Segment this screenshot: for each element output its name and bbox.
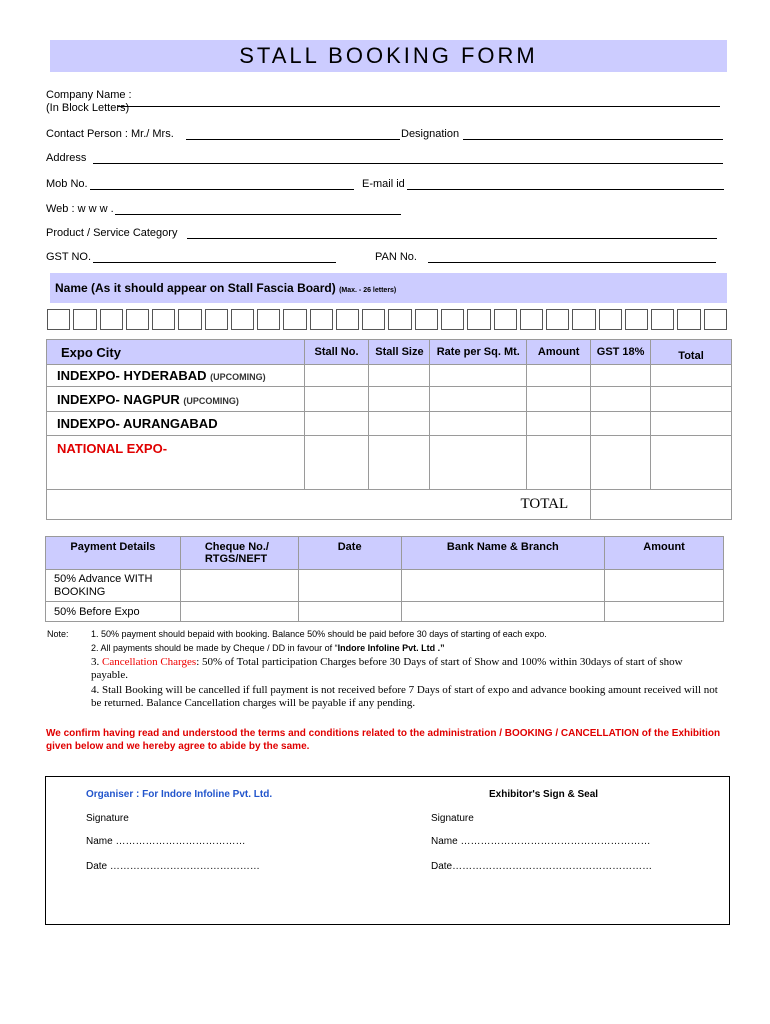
- letter-box[interactable]: [47, 309, 70, 330]
- rate-cell[interactable]: [430, 436, 527, 490]
- confirmation-text: We confirm having read and understood the terms and conditions related to the administration / BOOKING / CANCELLATION of the Exhibition given below and we hereby agree to abide by the same.: [46, 728, 721, 752]
- payment-details-header: Payment Details: [46, 537, 181, 570]
- address-field[interactable]: [93, 163, 723, 164]
- organiser-signature-label: Signature: [86, 813, 129, 824]
- letter-box[interactable]: [625, 309, 648, 330]
- rate-cell[interactable]: [430, 412, 527, 436]
- expo-city-cell: INDEXPO- NAGPUR (UPCOMING): [47, 387, 305, 412]
- fascia-max-note: (Max. - 26 letters): [339, 287, 397, 294]
- cheque-header: Cheque No./ RTGS/NEFT: [180, 537, 298, 570]
- total-cell[interactable]: [651, 436, 732, 490]
- expo-city-cell: NATIONAL EXPO-: [47, 436, 305, 490]
- amount-cell[interactable]: [527, 365, 591, 387]
- stall-size-header: Stall Size: [369, 340, 430, 365]
- organiser-date-field[interactable]: Date ………………………………………: [86, 861, 260, 872]
- table-row: [46, 570, 724, 602]
- letter-box[interactable]: [257, 309, 280, 330]
- gst-cell[interactable]: [591, 387, 651, 412]
- exhibitor-signature-label: Signature: [431, 813, 474, 824]
- gst-field[interactable]: [93, 262, 336, 263]
- product-category-field[interactable]: [187, 238, 717, 239]
- letter-box[interactable]: [178, 309, 201, 330]
- grand-total-cell[interactable]: [591, 490, 732, 520]
- company-name-label: Company Name :: [46, 89, 132, 101]
- rate-header: Rate per Sq. Mt.: [430, 340, 527, 365]
- table-row: [47, 387, 732, 412]
- stall-size-cell[interactable]: [369, 436, 430, 490]
- amount-cell[interactable]: [527, 412, 591, 436]
- fascia-name-label: Name (As it should appear on Stall Fascia Board) (Max. - 26 letters): [55, 281, 397, 295]
- amount-cell[interactable]: [605, 602, 724, 622]
- stall-no-cell[interactable]: [304, 412, 369, 436]
- stall-size-cell[interactable]: [369, 412, 430, 436]
- designation-label: Designation: [401, 128, 460, 140]
- email-field[interactable]: [407, 189, 724, 190]
- letter-box[interactable]: [704, 309, 727, 330]
- bank-header: Bank Name & Branch: [401, 537, 605, 570]
- gst-label: GST NO.: [46, 251, 92, 263]
- pan-field[interactable]: [428, 262, 716, 263]
- rate-cell[interactable]: [430, 387, 527, 412]
- total-cell[interactable]: [651, 387, 732, 412]
- note-label: Note:: [47, 629, 69, 639]
- total-row: [47, 490, 732, 520]
- total-label-cell: TOTAL: [47, 490, 591, 520]
- web-field[interactable]: [115, 214, 401, 215]
- stall-no-header: Stall No.: [304, 340, 369, 365]
- date-cell[interactable]: [298, 602, 401, 622]
- note-2: 2. All payments should be made by Cheque / DD in favour of “Indore Infoline Pvt. Ltd .”: [91, 643, 445, 653]
- organiser-name-field[interactable]: Name …………………………………: [86, 836, 246, 847]
- stall-no-cell[interactable]: [304, 387, 369, 412]
- letter-box[interactable]: [73, 309, 96, 330]
- designation-field[interactable]: [463, 139, 723, 140]
- note-4: 4. Stall Booking will be cancelled if full payment is not received before 7 Days of start of expo and advance booking amount received will not be returned. Balance Cancellation charges will be payable if any pending.: [91, 684, 718, 709]
- amount-cell[interactable]: [527, 436, 591, 490]
- letter-box[interactable]: [231, 309, 254, 330]
- form-title: STALL BOOKING FORM: [50, 40, 727, 72]
- letter-box[interactable]: [494, 309, 517, 330]
- total-cell[interactable]: [651, 412, 732, 436]
- exhibitor-date-field[interactable]: Date……………………………………………………: [431, 861, 653, 872]
- stall-size-cell[interactable]: [369, 387, 430, 412]
- expo-table: [46, 339, 732, 520]
- date-cell[interactable]: [298, 570, 401, 602]
- table-row: [47, 412, 732, 436]
- bank-cell[interactable]: [401, 602, 605, 622]
- note-1: 1. 50% payment should bepaid with booking. Balance 50% should be paid before 30 days of starting of each expo.: [91, 629, 547, 639]
- gst-cell[interactable]: [591, 436, 651, 490]
- table-row: [47, 436, 732, 490]
- letter-box[interactable]: [520, 309, 543, 330]
- amount-cell[interactable]: [605, 570, 724, 602]
- cheque-cell[interactable]: [180, 602, 298, 622]
- letter-box[interactable]: [100, 309, 123, 330]
- expo-city-header: Expo City: [47, 340, 305, 365]
- letter-box[interactable]: [126, 309, 149, 330]
- amount-header: Amount: [527, 340, 591, 365]
- email-label: E-mail id: [362, 178, 405, 190]
- expo-city-cell: INDEXPO- HYDERABAD (UPCOMING): [47, 365, 305, 387]
- stall-no-cell[interactable]: [304, 365, 369, 387]
- contact-person-field[interactable]: [186, 139, 400, 140]
- payment-type-cell: 50% Before Expo: [46, 602, 181, 622]
- expo-city-cell: INDEXPO- AURANGABAD: [47, 412, 305, 436]
- product-category-label: Product / Service Category: [46, 227, 178, 239]
- letter-box[interactable]: [467, 309, 490, 330]
- letter-box[interactable]: [152, 309, 175, 330]
- company-name-sub-label: (In Block Letters): [46, 102, 130, 114]
- letter-box[interactable]: [546, 309, 569, 330]
- letter-box[interactable]: [205, 309, 228, 330]
- amount-cell[interactable]: [527, 387, 591, 412]
- payment-type-cell: 50% Advance WITH BOOKING: [46, 570, 181, 602]
- stall-no-cell[interactable]: [304, 436, 369, 490]
- letter-box[interactable]: [415, 309, 438, 330]
- total-cell[interactable]: [651, 365, 732, 387]
- letter-box[interactable]: [388, 309, 411, 330]
- gst-header: GST 18%: [591, 340, 651, 365]
- letter-box[interactable]: [283, 309, 306, 330]
- rate-cell[interactable]: [430, 365, 527, 387]
- bank-cell[interactable]: [401, 570, 605, 602]
- pan-label: PAN No.: [375, 251, 417, 263]
- date-header: Date: [298, 537, 401, 570]
- fascia-letter-boxes: [47, 309, 727, 330]
- contact-person-label: Contact Person : Mr./ Mrs.: [46, 128, 174, 140]
- letter-box[interactable]: [441, 309, 464, 330]
- stall-size-cell[interactable]: [369, 365, 430, 387]
- table-row: [46, 602, 724, 622]
- exhibitor-name-field[interactable]: Name …………………………………………………: [431, 836, 651, 847]
- exhibitor-label: Exhibitor's Sign & Seal: [489, 789, 599, 800]
- gst-cell[interactable]: [591, 365, 651, 387]
- organiser-label: Organiser : For Indore Infoline Pvt. Ltd.: [86, 789, 273, 800]
- address-label: Address: [46, 152, 87, 164]
- fascia-name-bar: [50, 273, 727, 303]
- signature-box: [45, 776, 730, 925]
- payment-table: [45, 536, 724, 622]
- letter-box[interactable]: [651, 309, 674, 330]
- company-name-field[interactable]: [118, 106, 720, 107]
- gst-cell[interactable]: [591, 412, 651, 436]
- mob-field[interactable]: [90, 189, 354, 190]
- note-3: 3. Cancellation Charges: 50% of Total participation Charges before 30 Days of start of Show and 100% within 30days of start of show payable.: [91, 656, 683, 681]
- cheque-cell[interactable]: [180, 570, 298, 602]
- letter-box[interactable]: [362, 309, 385, 330]
- total-header: Total: [651, 340, 732, 365]
- table-row: [47, 365, 732, 387]
- letter-box[interactable]: [677, 309, 700, 330]
- letter-box[interactable]: [572, 309, 595, 330]
- letter-box[interactable]: [599, 309, 622, 330]
- web-label: Web : w w w .: [46, 203, 114, 215]
- letter-box[interactable]: [310, 309, 333, 330]
- letter-box[interactable]: [336, 309, 359, 330]
- amount-header: Amount: [605, 537, 724, 570]
- mob-label: Mob No.: [46, 178, 88, 190]
